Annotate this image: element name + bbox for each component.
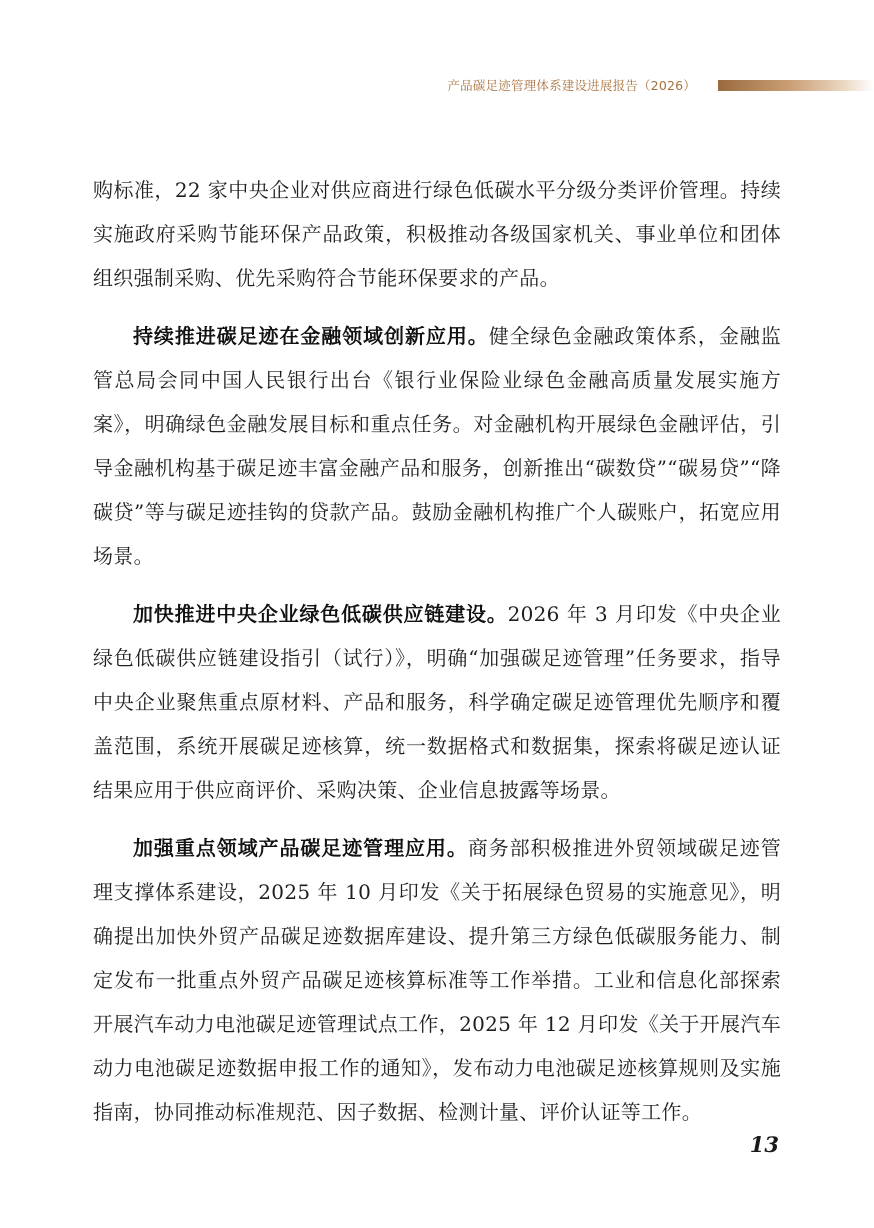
paragraph-lead-heading: 加快推进中央企业绿色低碳供应链建设。 [133,602,508,626]
paragraph-continuation [93,168,781,300]
paragraph-text: 购标准，22 家中央企业对供应商进行绿色低碳水平分级分类评价管理。持续实施政府采购节能环保产品政策，积极推动各级国家机关、事业单位和团体组织强制采购、优先采购符合节能环保要求的产品。 [93,178,781,290]
page-number: 13 [749,1132,779,1157]
running-header-title: 产品碳足迹管理体系建设进展报告（2026） [447,78,696,93]
paragraph-text: 健全绿色金融政策体系，金融监管总局会同中国人民银行出台《银行业保险业绿色金融高质量发展实施方案》，明确绿色金融发展目标和重点任务。对金融机构开展绿色金融评估，引导金融机构基于碳足迹丰富金融产品和服务，创新推出“碳数贷”“碳易贷”“降碳贷”等与碳足迹挂钩的贷款产品。鼓励金融机构推广个人碳账户，拓宽应用场景。 [93,324,782,568]
paragraph-lead-heading: 加强重点领域产品碳足迹管理应用。 [133,836,468,860]
paragraph-key-sectors [93,826,781,1134]
body-text [93,168,781,1134]
paragraph-text: 2026 年 3 月印发《中央企业绿色低碳供应链建设指引（试行）》，明确“加强碳足迹管理”任务要求，指导中央企业聚焦重点原材料、产品和服务，科学确定碳足迹管理优先顺序和覆盖范围，系统开展碳足迹核算，统一数据格式和数据集，探索将碳足迹认证结果应用于供应商评价、采购决策、企业信息披露等场景。 [93,602,782,802]
paragraph-supply-chain [93,592,781,812]
header-decorative-bar [718,80,874,91]
paragraph-text: 商务部积极推进外贸领域碳足迹管理支撑体系建设，2025 年 10 月印发《关于拓展绿色贸易的实施意见》，明确提出加快外贸产品碳足迹数据库建设、提升第三方绿色低碳服务能力、制定发布一批重点外贸产品碳足迹核算标准等工作举措。工业和信息化部探索开展汽车动力电池碳足迹管理试点工作，2025 年 12 月印发《关于开展汽车动力电池碳足迹数据申报工作的通知》，发布动力电池碳足迹核算规则及实施指南，协同推动标准规范、因子数据、检测计量、评价认证等工作。 [93,836,782,1124]
paragraph-lead-heading: 持续推进碳足迹在金融领域创新应用。 [133,324,489,348]
paragraph-finance [93,314,781,578]
